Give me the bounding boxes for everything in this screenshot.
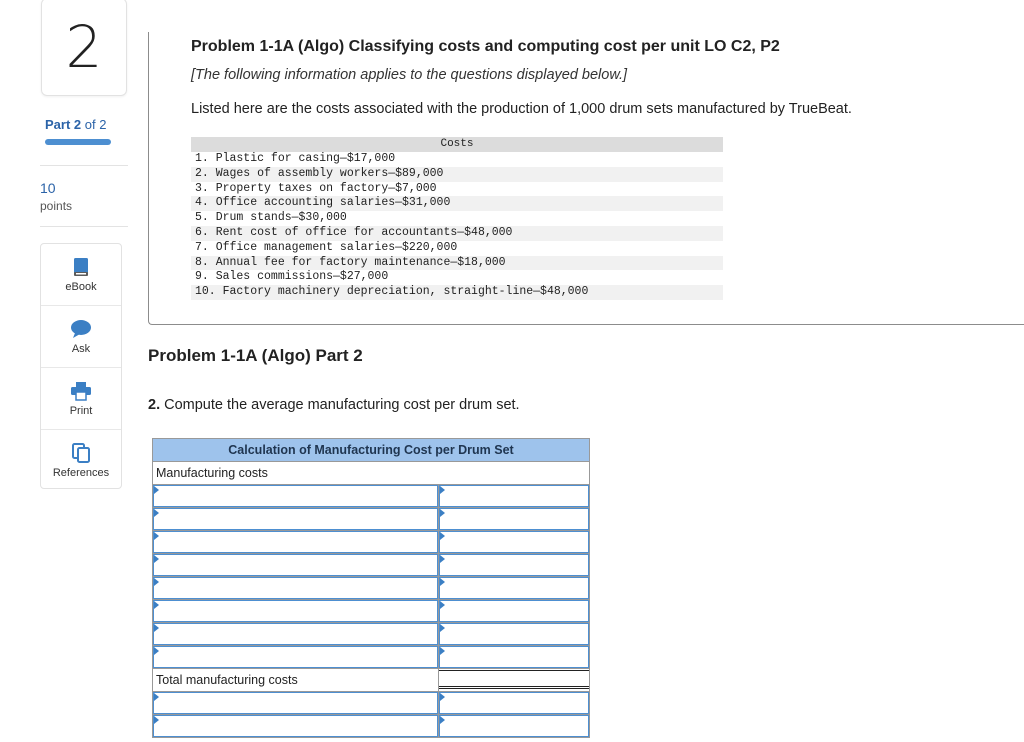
question-number: 2 xyxy=(41,0,127,96)
input-rows xyxy=(153,485,589,669)
description-input[interactable] xyxy=(153,531,438,553)
cost-item: 4. Office accounting salaries—$31,000 xyxy=(191,196,723,211)
dropdown-indicator-icon xyxy=(154,693,159,701)
input-row xyxy=(153,485,589,508)
description-cell xyxy=(153,485,439,507)
references-icon xyxy=(71,443,91,463)
ebook-label: eBook xyxy=(65,280,97,293)
problem-title: Problem 1-1A (Algo) Classifying costs and computing cost per unit LO C2, P2 xyxy=(191,38,780,55)
dropdown-indicator-icon xyxy=(440,532,445,540)
input-row xyxy=(153,623,589,646)
amount-cell xyxy=(439,600,589,622)
references-label: References xyxy=(52,466,110,479)
description-cell xyxy=(153,715,439,737)
description-input[interactable] xyxy=(153,715,438,737)
dropdown-indicator-icon xyxy=(154,555,159,563)
dropdown-indicator-icon xyxy=(440,509,445,517)
total-label: Total manufacturing costs xyxy=(153,669,439,691)
input-row xyxy=(153,715,589,738)
description-input[interactable] xyxy=(153,485,438,507)
description-input[interactable] xyxy=(153,646,438,668)
dropdown-indicator-icon xyxy=(440,486,445,494)
dropdown-indicator-icon xyxy=(154,532,159,540)
cost-item: 9. Sales commissions—$27,000 xyxy=(195,270,389,284)
part-indicator xyxy=(45,117,106,132)
bottom-input-rows xyxy=(153,692,589,738)
amount-input[interactable] xyxy=(439,531,589,553)
print-label: Print xyxy=(69,404,93,417)
dropdown-indicator-icon xyxy=(440,578,445,586)
input-row xyxy=(153,577,589,600)
cost-item: 10. Factory machinery depreciation, straight-line—$48,000 xyxy=(191,285,723,300)
book-icon xyxy=(71,257,91,277)
dropdown-indicator-icon xyxy=(154,578,159,586)
amount-input[interactable] xyxy=(439,508,589,530)
print-button[interactable] xyxy=(41,368,121,430)
amount-cell xyxy=(439,715,589,737)
divider xyxy=(40,226,128,227)
amount-cell xyxy=(439,531,589,553)
dropdown-indicator-icon xyxy=(440,555,445,563)
costs-header: Costs xyxy=(191,137,723,152)
part-word: Part xyxy=(45,117,71,132)
cost-item: 2. Wages of assembly workers—$89,000 xyxy=(191,167,723,182)
points-value: 10 xyxy=(40,180,56,196)
question-number-label: 2. xyxy=(148,397,161,413)
input-row xyxy=(153,692,589,715)
total-double-underline xyxy=(439,686,589,689)
input-row xyxy=(153,646,589,669)
description-input[interactable] xyxy=(153,508,438,530)
question-text xyxy=(148,397,520,413)
dropdown-indicator-icon xyxy=(154,716,159,724)
part-title: Problem 1-1A (Algo) Part 2 xyxy=(148,346,363,365)
cost-item: 3. Property taxes on factory—$7,000 xyxy=(195,181,437,195)
amount-cell xyxy=(439,508,589,530)
ask-button[interactable] xyxy=(41,306,121,368)
costs-table xyxy=(191,137,723,300)
printer-icon xyxy=(70,381,92,401)
dropdown-indicator-icon xyxy=(440,693,445,701)
tools-panel xyxy=(40,243,122,489)
description-input[interactable] xyxy=(153,554,438,576)
input-row xyxy=(153,600,589,623)
input-row xyxy=(153,508,589,531)
ebook-button[interactable] xyxy=(41,244,121,306)
amount-cell xyxy=(439,485,589,507)
chat-bubble-icon xyxy=(70,319,92,339)
amount-cell xyxy=(439,577,589,599)
amount-cell xyxy=(439,646,589,668)
cost-item: 1. Plastic for casing—$17,000 xyxy=(195,152,396,165)
description-input[interactable] xyxy=(153,692,438,714)
dropdown-indicator-icon xyxy=(440,647,445,655)
total-underline-top xyxy=(439,670,589,671)
dropdown-indicator-icon xyxy=(440,624,445,632)
description-cell xyxy=(153,646,439,668)
problem-intro: Listed here are the costs associated with the production of 1,000 drum sets manufactured by TrueBeat. xyxy=(191,101,852,117)
calculation-table xyxy=(152,438,590,738)
problem-note: [The following information applies to the questions displayed below.] xyxy=(191,67,628,83)
amount-input[interactable] xyxy=(439,600,589,622)
points-label: points xyxy=(40,199,73,213)
amount-input[interactable] xyxy=(439,692,589,714)
description-cell xyxy=(153,554,439,576)
dropdown-indicator-icon xyxy=(154,647,159,655)
ask-label: Ask xyxy=(71,342,91,355)
input-row xyxy=(153,554,589,577)
description-input[interactable] xyxy=(153,577,438,599)
description-input[interactable] xyxy=(153,600,438,622)
description-input[interactable] xyxy=(153,623,438,645)
amount-cell xyxy=(439,692,589,714)
description-cell xyxy=(153,692,439,714)
dropdown-indicator-icon xyxy=(154,601,159,609)
amount-cell xyxy=(439,623,589,645)
amount-input[interactable] xyxy=(439,646,589,668)
cost-item: 6. Rent cost of office for accountants—$48,000 xyxy=(191,226,723,241)
amount-input[interactable] xyxy=(439,715,589,737)
cost-item: 8. Annual fee for factory maintenance—$18,000 xyxy=(191,256,723,271)
description-cell xyxy=(153,600,439,622)
description-cell xyxy=(153,623,439,645)
description-cell xyxy=(153,577,439,599)
cost-item: 5. Drum stands—$30,000 xyxy=(195,211,347,225)
amount-input[interactable] xyxy=(439,485,589,507)
dropdown-indicator-icon xyxy=(154,624,159,632)
divider xyxy=(40,165,128,166)
dropdown-indicator-icon xyxy=(154,486,159,494)
cost-rows xyxy=(191,152,723,300)
cost-item: 7. Office management salaries—$220,000 xyxy=(195,240,458,254)
part-progress-bar xyxy=(45,139,111,145)
input-row xyxy=(153,531,589,554)
description-cell xyxy=(153,508,439,530)
amount-input[interactable] xyxy=(439,623,589,645)
references-button[interactable] xyxy=(41,430,121,491)
part-total: of 2 xyxy=(84,117,107,132)
part-current: 2 xyxy=(73,117,82,132)
total-row xyxy=(153,669,589,692)
dropdown-indicator-icon xyxy=(440,601,445,609)
description-cell xyxy=(153,531,439,553)
dropdown-indicator-icon xyxy=(440,716,445,724)
manufacturing-costs-label: Manufacturing costs xyxy=(153,462,589,485)
total-value xyxy=(439,669,589,691)
calculation-table-header: Calculation of Manufacturing Cost per Drum Set xyxy=(153,439,589,462)
question-body: Compute the average manufacturing cost per drum set. xyxy=(164,397,520,413)
dropdown-indicator-icon xyxy=(154,509,159,517)
amount-input[interactable] xyxy=(439,577,589,599)
amount-input[interactable] xyxy=(439,554,589,576)
amount-cell xyxy=(439,554,589,576)
